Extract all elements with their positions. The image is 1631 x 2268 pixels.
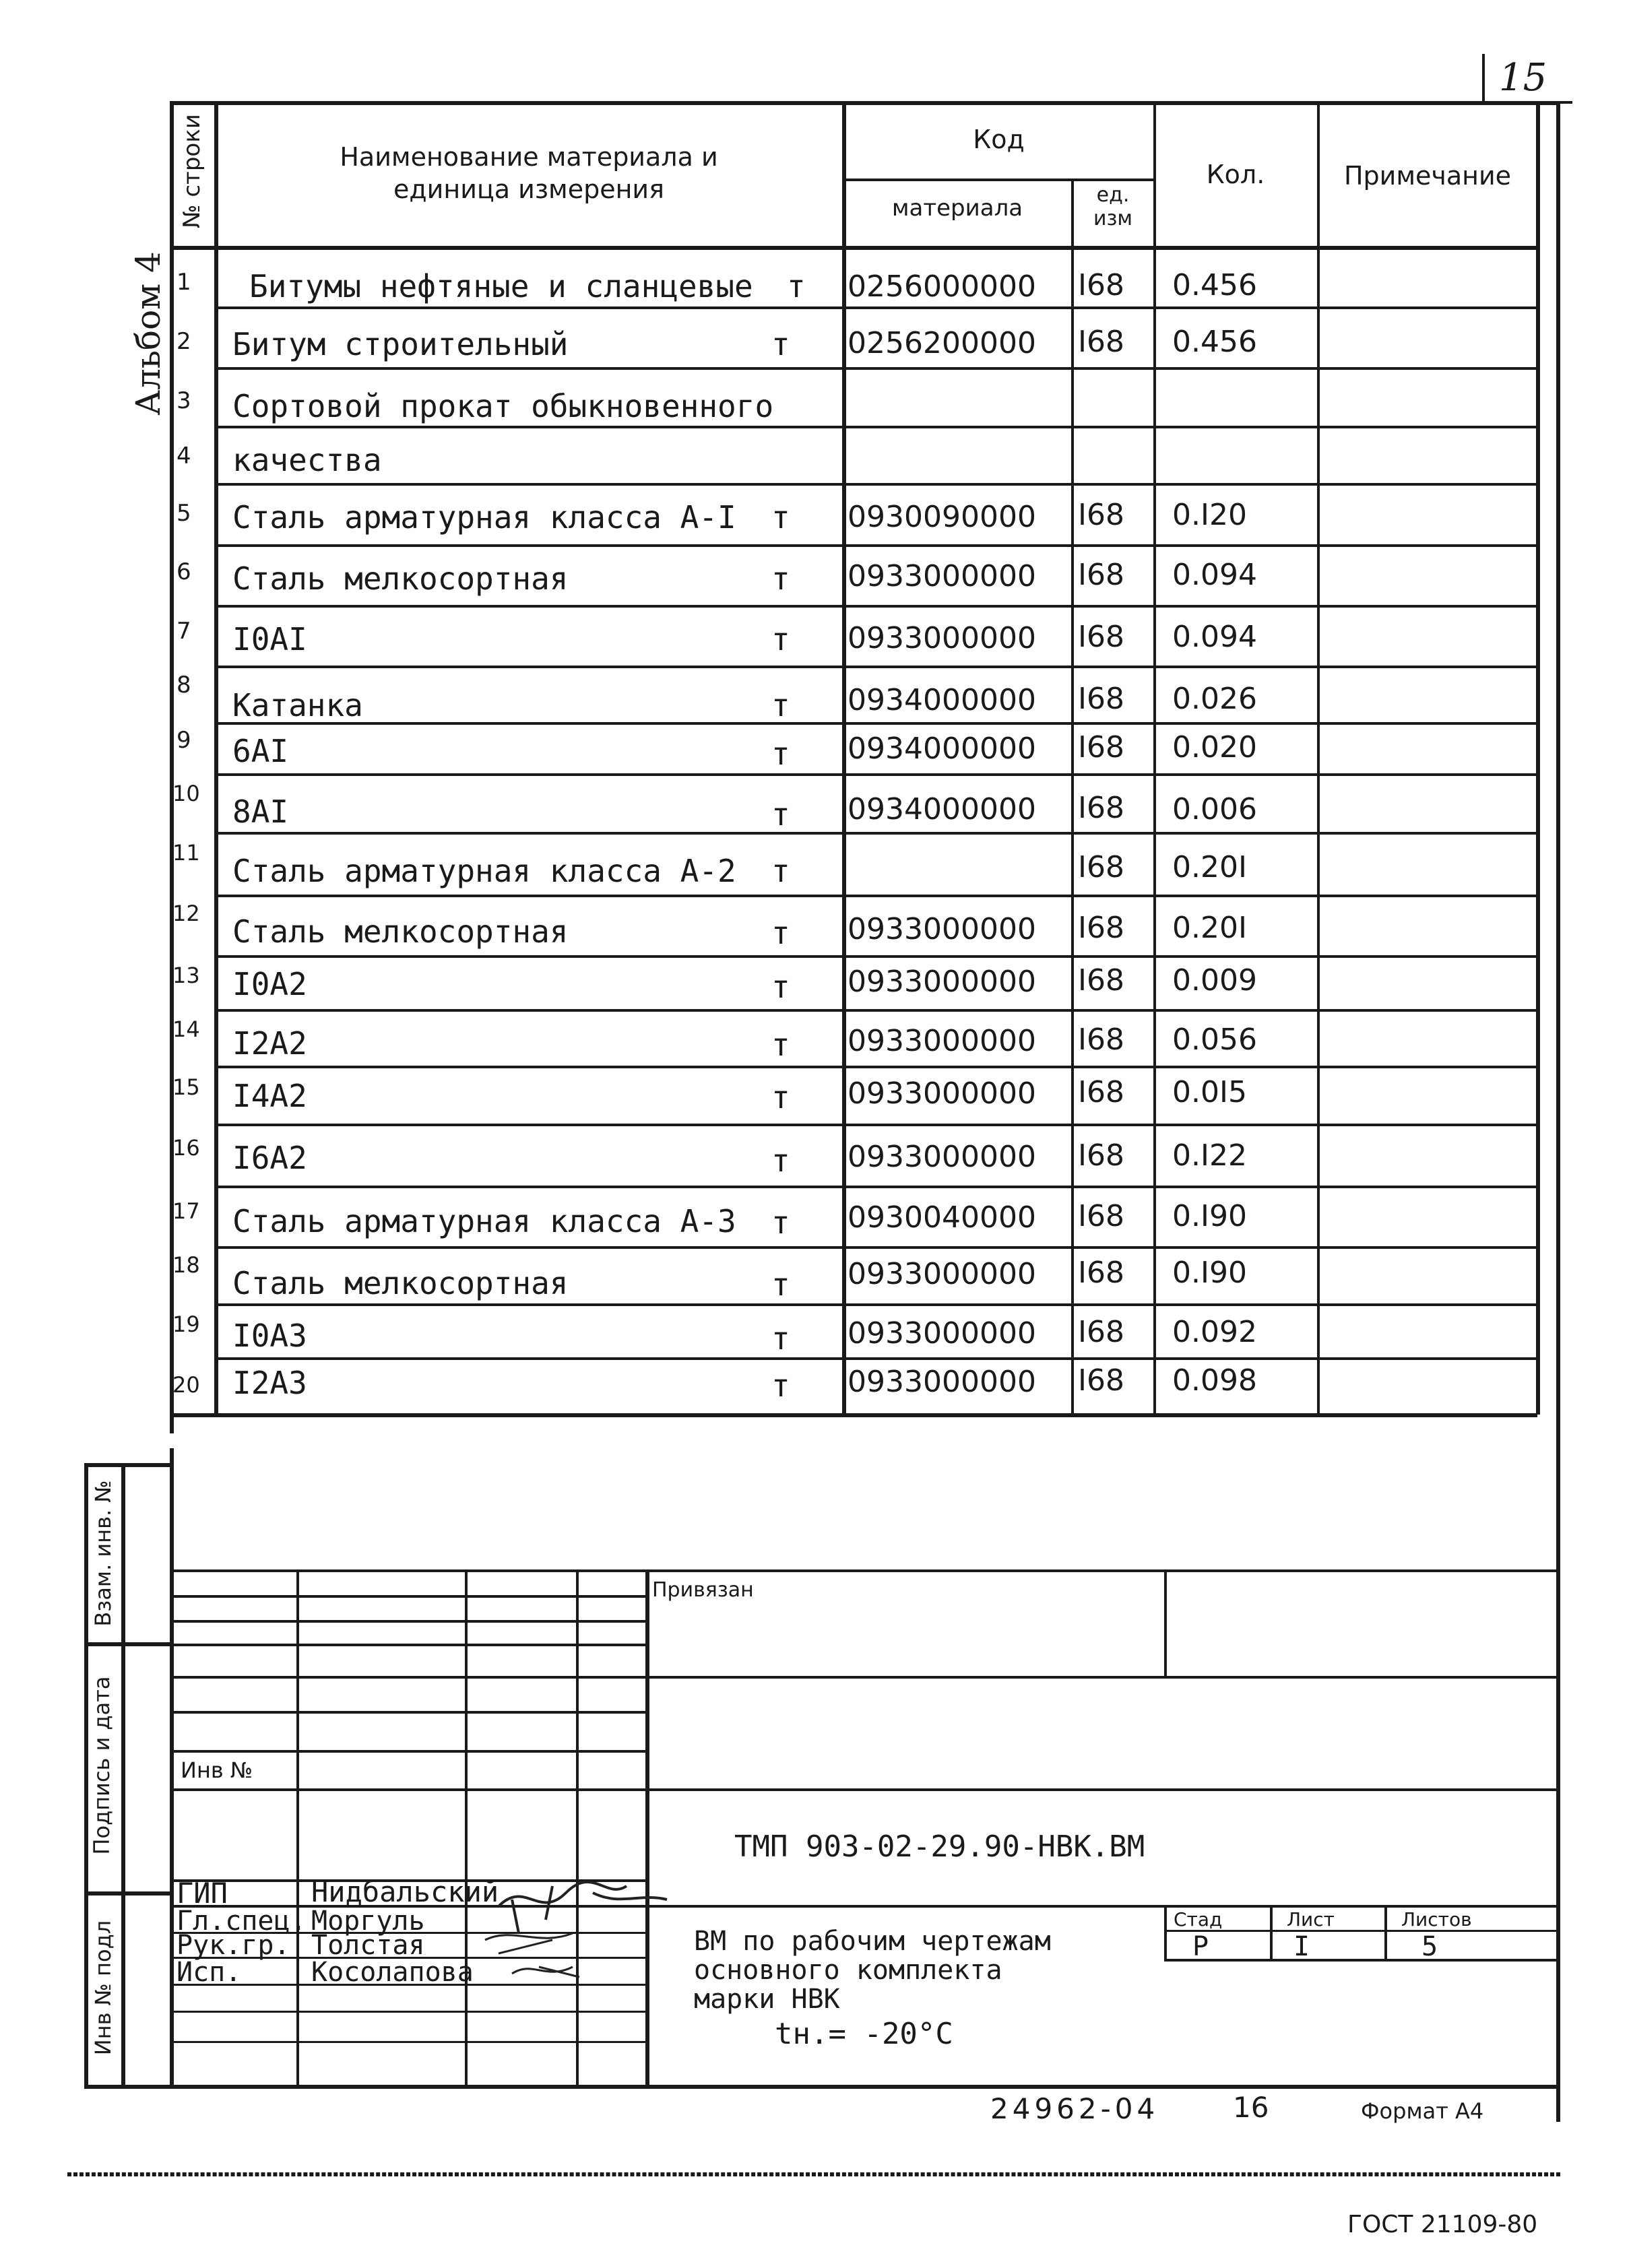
table-top-border	[170, 101, 1558, 105]
row-8-number: 8	[177, 672, 191, 699]
row-17-number: 17	[172, 1198, 200, 1224]
stamp-line-a	[170, 1595, 645, 1598]
row-16-qty: 0.I22	[1172, 1138, 1247, 1173]
row-line-13	[214, 1009, 1536, 1012]
row-7-number: 7	[177, 618, 191, 645]
row-5-number: 5	[177, 500, 191, 527]
row-line-18	[214, 1303, 1536, 1306]
row-line-3	[214, 426, 1536, 428]
row-5-name: Сталь арматурная класса А-I	[232, 499, 736, 536]
album-label: Альбом 4	[129, 251, 168, 416]
row-5-unit-code: I68	[1078, 498, 1124, 532]
stamp-privyazan: Привязан	[652, 1578, 754, 1602]
staff-name-4: Косолапова	[311, 1957, 474, 1988]
row-12-qty: 0.20I	[1172, 911, 1247, 945]
stamp-sheet-label: Лист	[1287, 1908, 1335, 1931]
row-19-qty: 0.092	[1172, 1315, 1257, 1349]
row-10-name: 8AI	[232, 793, 289, 830]
stamp-doc-code: ТМП 903-02-29.90-НВК.ВМ	[734, 1829, 1145, 1864]
row-line-6	[214, 605, 1536, 608]
row-15-unit-code: I68	[1078, 1075, 1124, 1109]
row-13-number: 13	[172, 963, 200, 988]
row-18-qty: 0.I90	[1172, 1256, 1247, 1290]
row-1-qty: 0.456	[1172, 268, 1257, 302]
row-18-number: 18	[172, 1252, 200, 1278]
row-8-code: 0934000000	[848, 683, 1036, 717]
row-7-name: I0AI	[232, 621, 307, 657]
stamp-stage-bottom	[1164, 1959, 1558, 1962]
row-line-7	[214, 666, 1536, 668]
staff-role-1: ГИП	[177, 1877, 228, 1910]
stamp-col-5	[1164, 1569, 1167, 1676]
row-14-unit-code: I68	[1078, 1023, 1124, 1057]
footer-page: 16	[1233, 2091, 1269, 2124]
row-12-name: Сталь мелкосортная	[232, 913, 569, 950]
stamp-sheets-value: 5	[1421, 1931, 1438, 1962]
header-row-no: № строки	[179, 114, 205, 228]
row-20-unit-letter: т	[771, 1367, 790, 1404]
stamp-line-e	[170, 1711, 645, 1714]
row-19-unit-code: I68	[1078, 1315, 1124, 1349]
row-19-code: 0933000000	[848, 1316, 1036, 1351]
row-11-number: 11	[172, 840, 200, 866]
row-3-name: Сортовой прокат обыкновенного	[232, 388, 774, 424]
stamp-col-sheet	[1270, 1905, 1273, 1959]
row-9-code: 0934000000	[848, 732, 1036, 766]
row-line-19	[214, 1357, 1536, 1360]
row-11-unit-code: I68	[1078, 850, 1124, 884]
header-name-line1: Наименование материала и	[340, 142, 718, 172]
footer-archive-no: 24962-04	[990, 2092, 1159, 2125]
row-10-code: 0934000000	[848, 792, 1036, 827]
row-12-code: 0933000000	[848, 912, 1036, 946]
row-20-number: 20	[172, 1372, 200, 1398]
row-12-number: 12	[172, 901, 200, 926]
row-6-qty: 0.094	[1172, 558, 1257, 592]
header-unit-line2: изм	[1093, 207, 1133, 230]
stamp-col-4	[645, 1569, 649, 2085]
stamp-sheets-label: Листов	[1401, 1908, 1472, 1931]
side-strip-top	[84, 1463, 172, 1467]
row-5-code: 0930090000	[848, 500, 1036, 534]
header-note: Примечание	[1343, 161, 1512, 191]
stamp-title-line3: марки НВК	[694, 1984, 840, 2015]
row-15-number: 15	[172, 1074, 200, 1100]
header-unit-line1: ед.	[1096, 183, 1130, 207]
row-7-unit-letter: т	[771, 621, 790, 657]
row-10-unit-code: I68	[1078, 791, 1124, 825]
stamp-col-2	[465, 1569, 468, 2085]
row-16-number: 16	[172, 1135, 200, 1161]
side-strip-left-border	[84, 1463, 88, 2087]
row-13-qty: 0.009	[1172, 963, 1257, 998]
row-line-14	[214, 1066, 1536, 1068]
row-1-unit-letter: т	[787, 268, 806, 304]
col-sep-name	[842, 101, 846, 1415]
row-4-number: 4	[177, 443, 191, 469]
row-1-code: 0256000000	[848, 269, 1036, 304]
stamp-col-sheets	[1384, 1905, 1387, 1959]
col-sep-note	[1536, 101, 1540, 1415]
row-10-number: 10	[172, 781, 200, 806]
row-8-qty: 0.026	[1172, 682, 1257, 716]
row-13-unit-code: I68	[1078, 963, 1124, 998]
row-2-number: 2	[177, 328, 191, 355]
row-6-name: Сталь мелкосортная	[232, 560, 569, 597]
row-14-name: I2A2	[232, 1025, 307, 1062]
row-15-name: I4A2	[232, 1078, 307, 1114]
row-15-code: 0933000000	[848, 1076, 1036, 1111]
side-label-inv-podl: Инв № подл	[90, 1920, 116, 2056]
stamp-left-border	[170, 1448, 174, 2087]
col-sep-qty	[1317, 101, 1320, 1415]
row-line-15	[214, 1124, 1536, 1126]
row-10-unit-letter: т	[771, 796, 790, 833]
stamp-title-line2: основного комплекта	[694, 1955, 1002, 1986]
row-8-name: Катанка	[232, 687, 363, 723]
row-13-unit-letter: т	[771, 969, 790, 1005]
row-1-unit-code: I68	[1078, 268, 1124, 302]
stamp-line-g	[170, 1788, 1558, 1791]
row-6-code: 0933000000	[848, 559, 1036, 593]
row-11-name: Сталь арматурная класса А-2	[232, 853, 736, 889]
row-15-qty: 0.0I5	[1172, 1075, 1247, 1109]
row-18-code: 0933000000	[848, 1257, 1036, 1291]
row-17-code: 0930040000	[848, 1200, 1036, 1235]
frame-right-border	[1556, 101, 1560, 2122]
row-line-1	[214, 306, 1536, 309]
row-line-8	[214, 722, 1536, 725]
signatures	[472, 1859, 701, 1994]
stamp-stage-label: Стад	[1174, 1908, 1223, 1931]
side-label-vzam: Взам. инв. №	[90, 1480, 116, 1627]
row-6-unit-code: I68	[1078, 558, 1124, 592]
footer-gost: ГОСТ 21109-80	[1347, 2211, 1538, 2238]
row-2-name: Битум строительный	[232, 326, 569, 362]
row-line-4	[214, 483, 1536, 486]
row-line-2	[214, 367, 1536, 370]
stamp-line-m	[170, 2011, 645, 2013]
row-line-16	[214, 1186, 1536, 1188]
row-line-5	[214, 544, 1536, 547]
row-14-qty: 0.056	[1172, 1023, 1257, 1057]
row-10-qty: 0.006	[1172, 792, 1257, 827]
row-4-name: качества	[232, 442, 382, 478]
row-14-code: 0933000000	[848, 1024, 1036, 1058]
header-bottom-line	[170, 246, 1537, 250]
row-20-name: I2A3	[232, 1365, 307, 1401]
row-9-unit-letter: т	[771, 736, 790, 772]
stamp-line-f	[170, 1750, 645, 1753]
row-line-17	[214, 1246, 1536, 1249]
stamp-line-b	[170, 1620, 645, 1623]
header-code: Код	[973, 125, 1025, 154]
row-6-number: 6	[177, 558, 191, 585]
stamp-line-top	[170, 1569, 1558, 1572]
page-number-divider	[1482, 54, 1485, 102]
staff-role-3: Рук.гр.	[177, 1930, 290, 1961]
row-12-unit-code: I68	[1078, 911, 1124, 945]
staff-role-4: Исп.	[177, 1957, 242, 1988]
row-12-unit-letter: т	[771, 915, 790, 951]
row-line-11	[214, 895, 1536, 897]
stamp-line-c	[170, 1644, 645, 1646]
row-15-unit-letter: т	[771, 1079, 790, 1115]
row-14-unit-letter: т	[771, 1027, 790, 1063]
row-line-12	[214, 955, 1536, 958]
row-16-name: I6A2	[232, 1140, 307, 1176]
staff-name-2: Моргуль	[311, 1906, 425, 1937]
row-5-unit-letter: т	[771, 499, 790, 536]
staff-name-3: Толстая	[311, 1930, 425, 1961]
row-9-number: 9	[177, 727, 191, 754]
stamp-stage-value: Р	[1192, 1931, 1209, 1962]
row-18-unit-letter: т	[771, 1266, 790, 1303]
page-number: 15	[1499, 56, 1547, 100]
side-strip-sep-1	[84, 1642, 172, 1646]
row-17-name: Сталь арматурная класса А-3	[232, 1203, 736, 1239]
row-8-unit-code: I68	[1078, 682, 1124, 716]
row-20-code: 0933000000	[848, 1365, 1036, 1399]
stamp-col-1	[296, 1569, 299, 2085]
row-9-name: 6AI	[232, 733, 289, 769]
row-16-unit-code: I68	[1078, 1138, 1124, 1173]
row-16-code: 0933000000	[848, 1140, 1036, 1174]
trim-line	[67, 2172, 1560, 2176]
row-1-number: 1	[177, 269, 191, 296]
row-18-name: Сталь мелкосортная	[232, 1265, 569, 1301]
code-subheader-line	[842, 179, 1153, 181]
stamp-line-d	[170, 1676, 1558, 1679]
side-strip-sep-2	[84, 1891, 172, 1896]
row-11-qty: 0.20I	[1172, 850, 1247, 884]
row-18-unit-code: I68	[1078, 1256, 1124, 1290]
row-2-unit-letter: т	[771, 326, 790, 362]
row-19-unit-letter: т	[771, 1320, 790, 1357]
stamp-title-line4: tн.= -20°С	[775, 2017, 953, 2051]
row-2-unit-code: I68	[1078, 325, 1124, 359]
row-line-10	[214, 832, 1536, 835]
staff-name-1: Нидбальский	[311, 1875, 499, 1908]
footer-format: Формат А4	[1361, 2098, 1484, 2124]
row-7-code: 0933000000	[848, 621, 1036, 655]
header-material: материала	[891, 195, 1023, 222]
stamp-col-stage	[1164, 1905, 1167, 1959]
side-label-podpis: Подпись и дата	[89, 1676, 115, 1855]
row-2-code: 0256200000	[848, 326, 1036, 360]
col-sep-code	[1071, 179, 1074, 1415]
header-name-line2: единица измерения	[393, 174, 664, 204]
row-13-name: I0A2	[232, 966, 307, 1002]
row-17-qty: 0.I90	[1172, 1199, 1247, 1233]
col-sep-unit	[1153, 101, 1156, 1415]
side-strip-mid-border	[121, 1463, 125, 2087]
col-sep-rowno	[214, 101, 218, 1415]
stamp-title-line1: ВМ по рабочим чертежам	[694, 1926, 1051, 1957]
header-qty: Кол.	[1206, 160, 1265, 189]
row-7-qty: 0.094	[1172, 620, 1257, 654]
row-5-qty: 0.I20	[1172, 498, 1247, 532]
stamp-inv-no: Инв №	[181, 1757, 253, 1783]
row-20-unit-code: I68	[1078, 1363, 1124, 1398]
row-13-code: 0933000000	[848, 965, 1036, 999]
row-19-name: I0A3	[232, 1318, 307, 1354]
row-9-unit-code: I68	[1078, 730, 1124, 765]
staff-role-2: Гл.спец.	[177, 1906, 307, 1937]
stamp-line-n	[170, 2041, 645, 2043]
row-7-unit-code: I68	[1078, 620, 1124, 654]
stamp-col-3	[576, 1569, 579, 2085]
table-left-border	[170, 101, 174, 1433]
row-8-unit-letter: т	[771, 687, 790, 723]
row-11-unit-letter: т	[771, 853, 790, 889]
row-2-qty: 0.456	[1172, 325, 1257, 359]
stamp-stage-sep	[1164, 1930, 1558, 1932]
row-14-number: 14	[172, 1016, 200, 1042]
row-6-unit-letter: т	[771, 560, 790, 597]
row-1-name: Битумы нефтяные и сланцевые	[249, 268, 753, 304]
row-16-unit-letter: т	[771, 1142, 790, 1179]
stamp-bottom-border	[84, 2085, 1560, 2089]
row-9-qty: 0.020	[1172, 730, 1257, 765]
table-bottom-line	[170, 1413, 1537, 1417]
row-20-qty: 0.098	[1172, 1363, 1257, 1398]
stamp-sheet-value: I	[1293, 1931, 1310, 1962]
row-3-number: 3	[177, 387, 191, 414]
row-line-9	[214, 773, 1536, 776]
row-19-number: 19	[172, 1311, 200, 1337]
row-17-unit-letter: т	[771, 1204, 790, 1241]
row-17-unit-code: I68	[1078, 1199, 1124, 1233]
